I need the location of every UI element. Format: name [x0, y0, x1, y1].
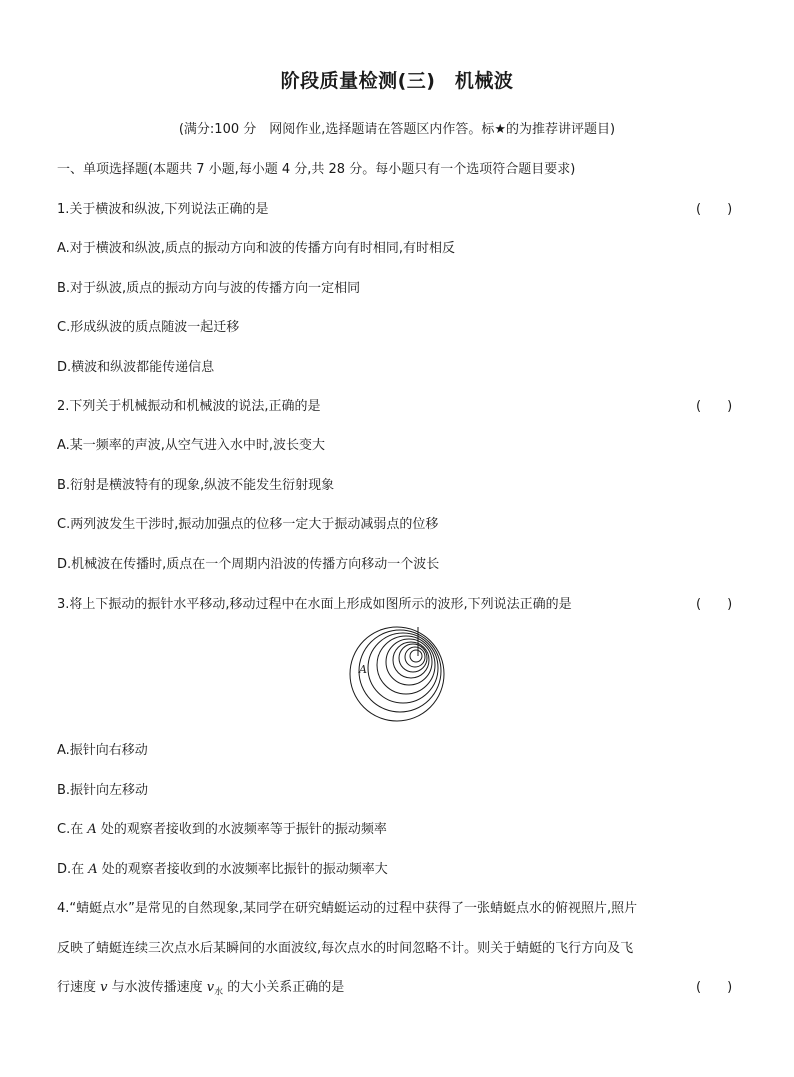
q4-stem-line1: 4.“蜻蜓点水”是常见的自然现象,某同学在研究蜻蜓运动的过程中获得了一张蜻蜓点水的俯视照片,照片: [57, 901, 638, 916]
figure-point-a-label: A: [359, 663, 367, 676]
q2-answer-bracket: ( ): [696, 399, 733, 414]
q3-option-d: D.在 A 处的观察者接收到的水波频率比振针的振动频率大: [57, 862, 388, 877]
q2-option-c: C.两列波发生干涉时,振动加强点的位移一定大于振动减弱点的位移: [57, 517, 439, 532]
q3-stem: 3.将上下振动的振针水平移动,移动过程中在水面上形成如图所示的波形,下列说法正确的是: [57, 597, 572, 612]
q4-answer-bracket: ( ): [696, 980, 733, 995]
q2-stem: 2.下列关于机械振动和机械波的说法,正确的是: [57, 399, 321, 414]
q3-answer-bracket: ( ): [696, 597, 733, 612]
q3-option-a: A.振针向右移动: [57, 743, 148, 758]
q4-stem-line3: 行速度 v 与水波传播速度 $v_水$ 的大小关系正确的是: [57, 980, 345, 998]
exam-note: (满分:100 分 网阅作业,选择题请在答题区内作答。标★的为推荐讲评题目): [178, 122, 616, 137]
page-title: 阶段质量检测(三) 机械波: [280, 70, 514, 92]
q2-option-d: D.机械波在传播时,质点在一个周期内沿波的传播方向移动一个波长: [57, 557, 440, 572]
q1-answer-bracket: ( ): [696, 202, 733, 217]
q1-stem: 1.关于横波和纵波,下列说法正确的是: [57, 202, 269, 217]
q2-option-b: B.衍射是横波特有的现象,纵波不能发生衍射现象: [57, 478, 335, 493]
q3-option-b: B.振针向左移动: [57, 783, 149, 798]
section-heading: 一、单项选择题(本题共 7 小题,每小题 4 分,共 28 分。每小题只有一个选项符合题目要求): [57, 162, 576, 177]
q1-option-b: B.对于纵波,质点的振动方向与波的传播方向一定相同: [57, 281, 361, 296]
q3-option-c: C.在 A 处的观察者接收到的水波频率等于振针的振动频率: [57, 822, 387, 837]
q4-stem-line2: 反映了蜻蜓连续三次点水后某瞬间的水面波纹,每次点水的时间忽略不计。则关于蜻蜓的飞行方向及飞: [57, 941, 634, 956]
q1-option-d: D.横波和纵波都能传递信息: [57, 360, 215, 375]
wave-circles-figure: [345, 625, 449, 723]
q1-option-c: C.形成纵波的质点随波一起迁移: [57, 320, 240, 335]
q1-option-a: A.对于横波和纵波,质点的振动方向和波的传播方向有时相同,有时相反: [57, 241, 456, 256]
q2-option-a: A.某一频率的声波,从空气进入水中时,波长变大: [57, 438, 326, 453]
